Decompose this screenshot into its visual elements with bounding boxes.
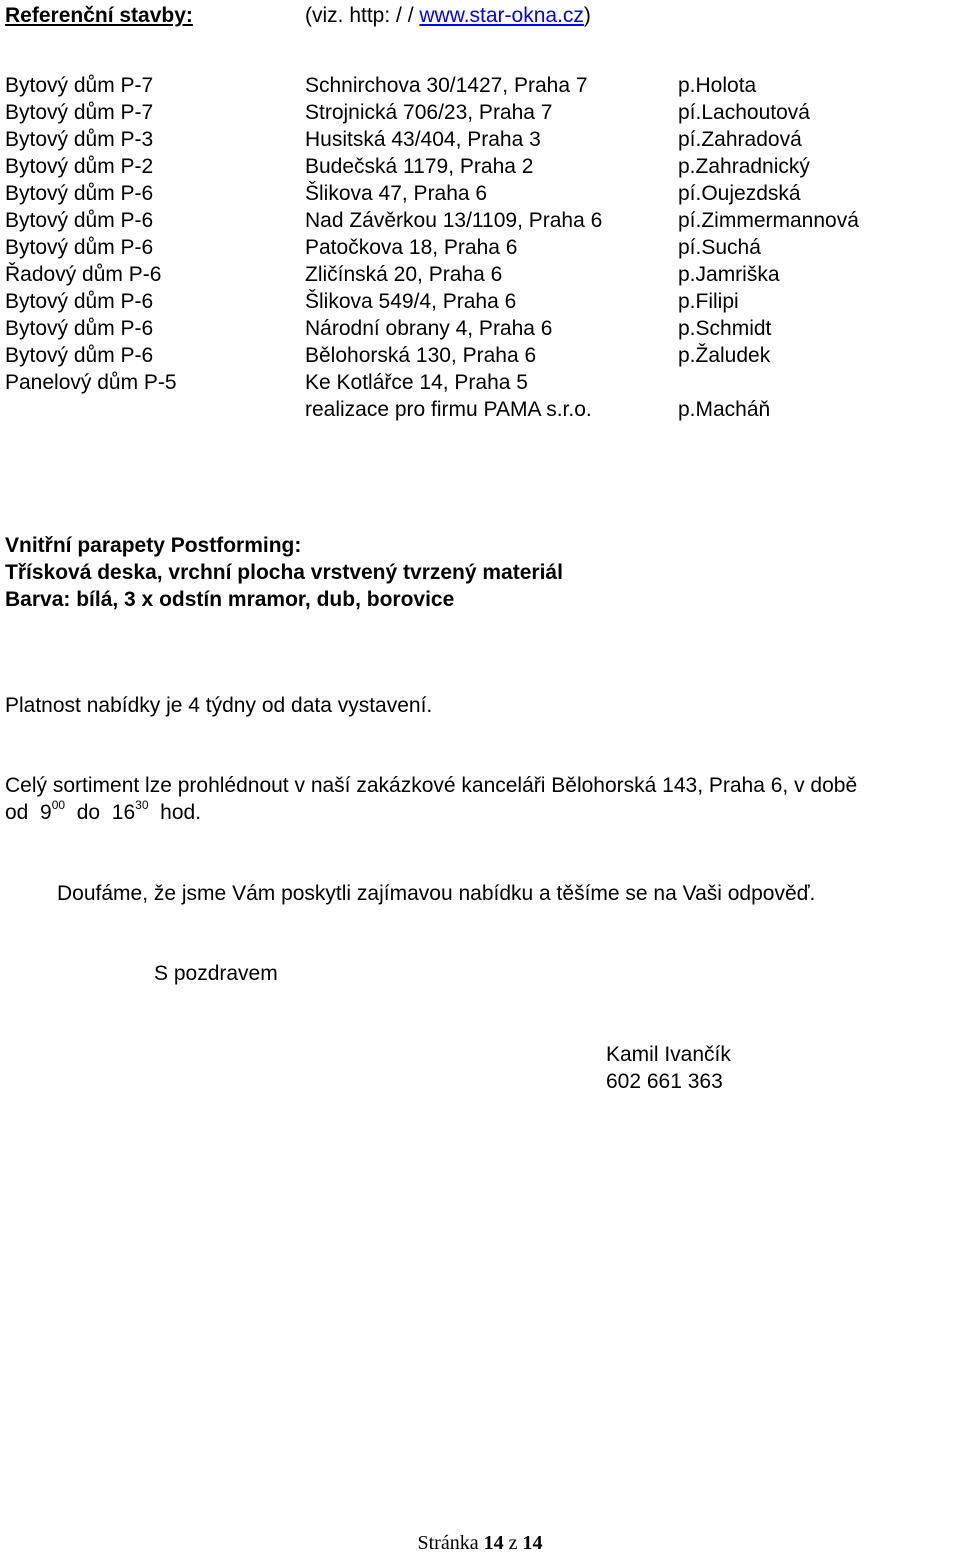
parapets-heading: Vnitřní parapety Postforming: <box>5 534 302 557</box>
assortment-text: Celý sortiment lze prohlédnout v naší zakázkové kanceláři Bělohorská 143, Praha 6, v době <box>5 774 858 797</box>
page-title: Referenční stavby: <box>5 4 193 27</box>
contact-person: pí.Suchá <box>678 236 761 259</box>
building-type: Bytový dům P-3 <box>5 128 154 151</box>
contact-person: p.Holota <box>678 74 757 97</box>
greeting: S pozdravem <box>154 962 278 985</box>
building-address: Patočkova 18, Praha 6 <box>305 236 518 259</box>
contact-person: pí.Zimmermannová <box>678 209 859 232</box>
building-address: Národní obrany 4, Praha 6 <box>305 317 553 340</box>
contact-person: p.Filipi <box>678 290 739 313</box>
building-address: Bělohorská 130, Praha 6 <box>305 344 537 367</box>
closing-text: Doufáme, že jsme Vám poskytli zajímavou nabídku a těšíme se na Vaši odpověď. <box>57 882 816 905</box>
building-address: Zličínská 20, Praha 6 <box>305 263 503 286</box>
header-note <box>305 2 591 29</box>
hours-end: hod. <box>148 801 202 824</box>
building-address: realizace pro firmu PAMA s.r.o. <box>305 398 592 421</box>
contact-person: p.Schmidt <box>678 317 772 340</box>
offer-validity: Platnost nabídky je 4 týdny od data vystavení. <box>5 694 433 717</box>
total-page-count: 14 <box>522 1532 543 1554</box>
header-note-prefix: (viz. http: / / <box>305 4 420 27</box>
contact-person: p.Zahradnický <box>678 155 810 178</box>
header-note-suffix: ) <box>583 4 591 27</box>
building-type: Panelový dům P-5 <box>5 371 177 394</box>
website-link[interactable]: www.star-okna.cz <box>419 4 584 27</box>
contact-person: p.Jamriška <box>678 263 780 286</box>
building-type: Bytový dům P-6 <box>5 290 154 313</box>
parapets-colors: Barva: bílá, 3 x odstín mramor, dub, borovice <box>5 588 455 611</box>
building-address: Strojnická 706/23, Praha 7 <box>305 101 553 124</box>
building-address: Šlikova 549/4, Praha 6 <box>305 290 517 313</box>
parapets-material: Třísková deska, vrchní plocha vrstvený tvrzený materiál <box>5 561 563 584</box>
building-address: Nad Závěrkou 13/1109, Praha 6 <box>305 209 603 232</box>
building-type: Bytový dům P-2 <box>5 155 154 178</box>
building-type: Řadový dům P-6 <box>5 263 162 286</box>
contact-person: pí.Lachoutová <box>678 101 810 124</box>
current-page-number: 14 <box>483 1532 504 1554</box>
building-type: Bytový dům P-6 <box>5 209 154 232</box>
building-type: Bytový dům P-7 <box>5 74 154 97</box>
building-type: Bytový dům P-6 <box>5 182 154 205</box>
building-address: Budečská 1179, Praha 2 <box>305 155 534 178</box>
page-footer <box>0 1530 960 1557</box>
contact-person: p.Macháň <box>678 398 771 421</box>
office-hours <box>5 799 201 826</box>
contact-person: p.Žaludek <box>678 344 771 367</box>
signature-name: Kamil Ivančík <box>606 1043 731 1066</box>
header-line <box>5 2 193 29</box>
building-type: Bytový dům P-6 <box>5 344 154 367</box>
footer-middle: z <box>503 1532 523 1554</box>
footer-prefix: Stránka <box>417 1532 484 1554</box>
building-address: Šlikova 47, Praha 6 <box>305 182 488 205</box>
hours-from-minutes: 00 <box>51 798 66 812</box>
contact-person: pí.Oujezdská <box>678 182 801 205</box>
building-address: Schnirchova 30/1427, Praha 7 <box>305 74 588 97</box>
contact-person: pí.Zahradová <box>678 128 802 151</box>
hours-to-minutes: 30 <box>135 798 149 812</box>
building-type: Bytový dům P-7 <box>5 101 154 124</box>
building-address: Husitská 43/404, Praha 3 <box>305 128 541 151</box>
building-type: Bytový dům P-6 <box>5 317 154 340</box>
signature-phone: 602 661 363 <box>606 1070 723 1093</box>
building-type: Bytový dům P-6 <box>5 236 154 259</box>
hours-from: od 9 <box>5 801 52 824</box>
hours-to: do 16 <box>65 801 136 824</box>
building-address: Ke Kotlářce 14, Praha 5 <box>305 371 528 394</box>
